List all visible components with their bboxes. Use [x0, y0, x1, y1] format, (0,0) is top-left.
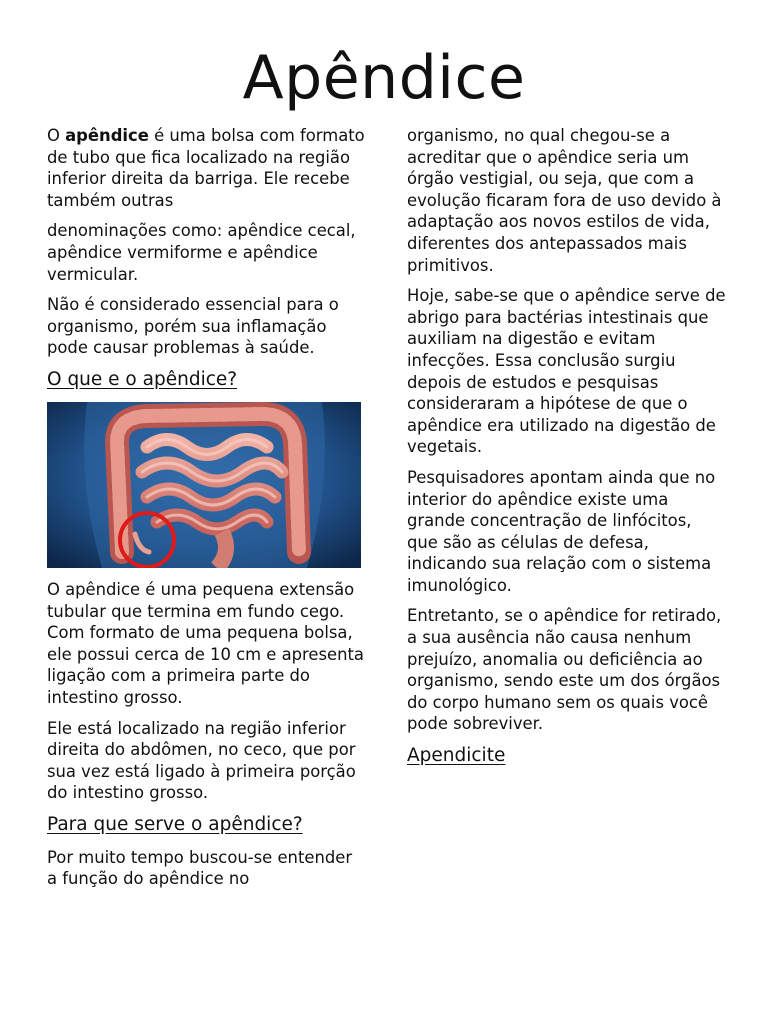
intro-paragraph [47, 125, 367, 211]
intestine-illustration [47, 402, 361, 568]
section-heading-appendicitis: Apendicite [407, 745, 506, 767]
lymphocytes-paragraph: Pesquisadores apontam ainda que no interior do apêndice existe uma grande concentração de linfócitos, que são as células de defesa, indicando sua relação com o sistema imunológico. [407, 467, 716, 595]
right-column [407, 125, 727, 778]
importance-paragraph: Não é considerado essencial para o organismo, porém sua inflamação pode causar problemas à saúde. [47, 295, 339, 358]
location-paragraph: Ele está localizado na região inferior direita do abdômen, no ceco, que por sua vez está ligado à primeira porção do intestino grosso. [47, 718, 356, 803]
definition-paragraph: O apêndice é uma pequena extensão tubular que termina em fundo cego. Com formato de uma pequena bolsa, ele possui cerca de 10 cm e apresenta ligação com a primeira parte do intestino grosso. [47, 579, 364, 707]
section-heading-function: Para que serve o apêndice? [47, 813, 303, 835]
intro-text: é uma bolsa com formato de tubo que fica localizado na região inferior direita da barriga. Ele recebe também outras [47, 126, 365, 210]
denominations-paragraph: denominações como: apêndice cecal, apêndice vermiforme e apêndice vermicular. [47, 221, 356, 284]
section-heading-what: O que e o apêndice? [47, 368, 238, 390]
page-title: Apêndice [242, 43, 526, 113]
function-paragraph-start: Por muito tempo buscou-se entender a função do apêndice no [47, 847, 353, 889]
bacteria-paragraph: Hoje, sabe-se que o apêndice serve de abrigo para bactérias intestinais que auxiliam na digestão e evitam infecções. Essa conclusão surgiu depois de estudos e pesquisas consideraram a hipótese de que o apêndice era utilizado na digestão de vegetais. [407, 286, 726, 457]
intro-prefix: O [47, 126, 66, 145]
removal-paragraph: Entretanto, se o apêndice for retirado, a sua ausência não causa nenhum prejuízo, anomalia ou deficiência ao organismo, sendo este um dos órgãos do corpo humano sem os quais você pode sobreviver. [407, 606, 722, 734]
function-paragraph-continued: organismo, no qual chegou-se a acreditar que o apêndice seria um órgão vestigial, ou seja, que com a evolução ficaram fora de uso devido à adaptação aos novos estilos de vida, diferentes dos antepassados mais primitivos. [407, 126, 722, 275]
intro-keyword: apêndice [65, 126, 149, 145]
left-column [47, 125, 367, 899]
